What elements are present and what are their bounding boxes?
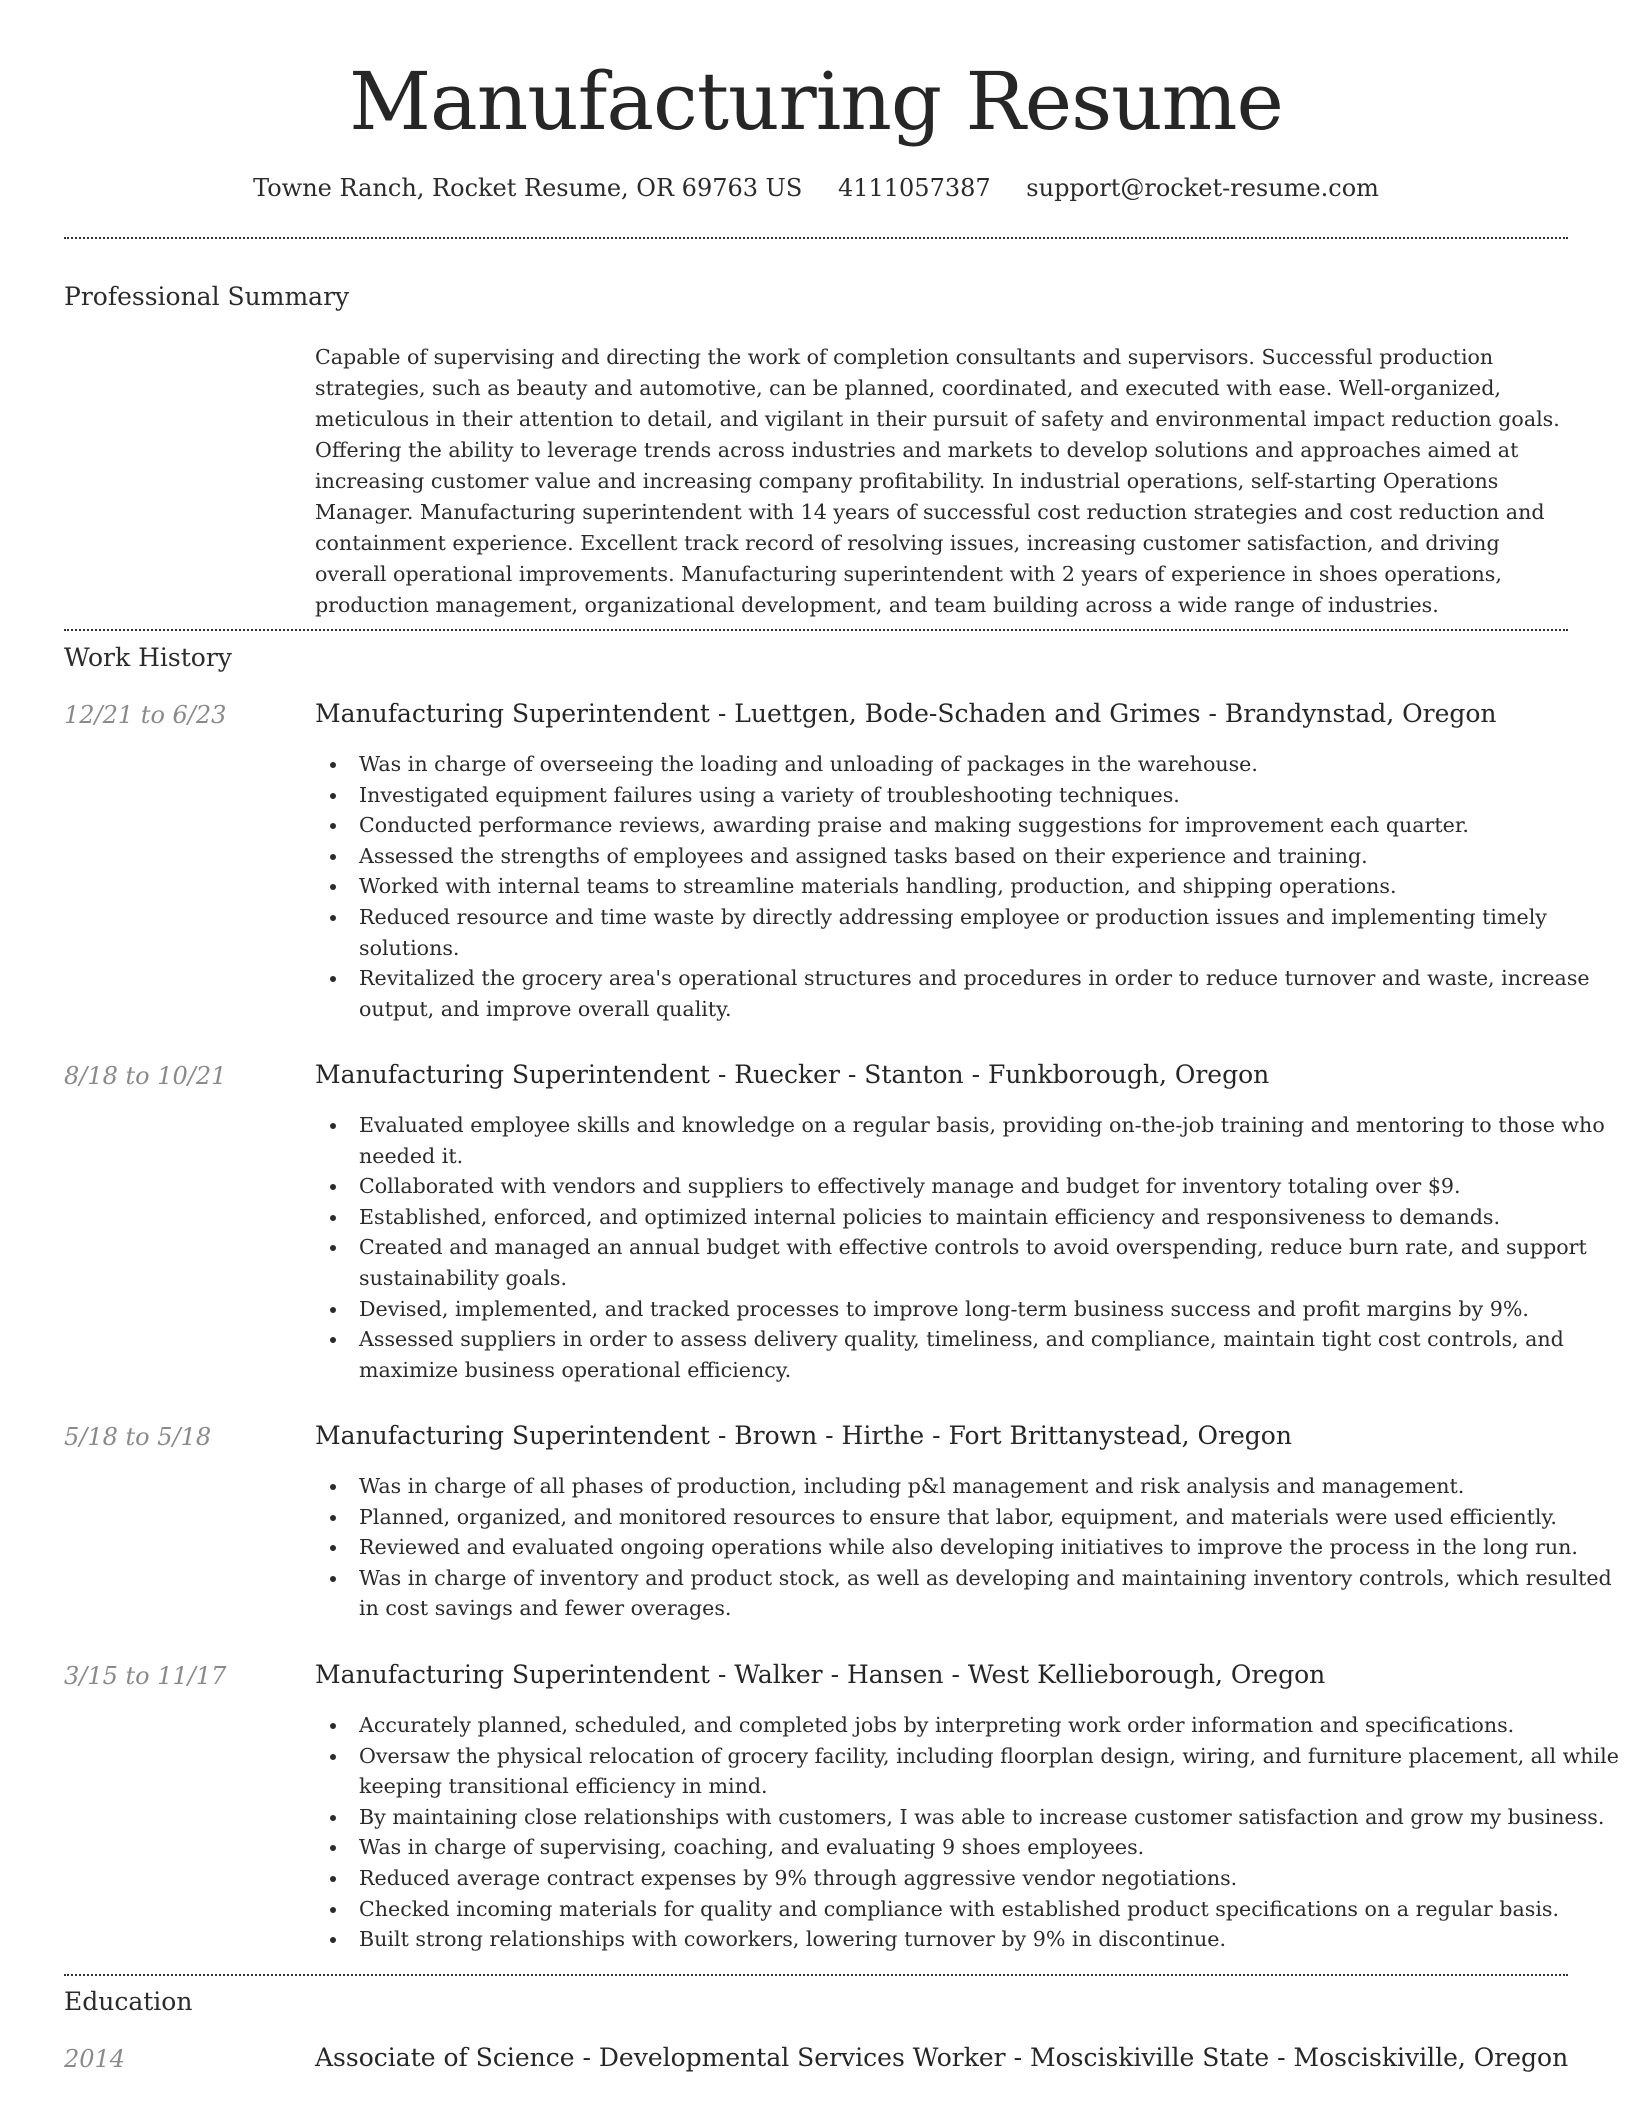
bullet-item: Assessed suppliers in order to assess delivery quality, timeliness, and compliance, maintain tight cost controls, and maximize business operational efficiency. [359, 1324, 1621, 1385]
section-divider [64, 1974, 1568, 1976]
bullet-item: Created and managed an annual budget with effective controls to avoid overspending, reduce burn rate, and support sustainability goals. [359, 1232, 1621, 1293]
job-title: Manufacturing Superintendent - Brown - Hirthe - Fort Brittanystead, Oregon [315, 1421, 1292, 1450]
bullet-item: Reduced average contract expenses by 9% through aggressive vendor negotiations. [359, 1863, 1621, 1894]
bullet-item: Was in charge of inventory and product stock, as well as developing and maintaining inventory controls, which resulted in cost savings and fewer overages. [359, 1563, 1621, 1624]
work-history-heading: Work History [64, 643, 232, 672]
section-divider [64, 237, 1568, 239]
job-bullets [315, 1471, 1621, 1624]
job-bullets [315, 1110, 1621, 1385]
bullet-item: Conducted performance reviews, awarding praise and making suggestions for improvement each quarter. [359, 810, 1621, 841]
summary-heading: Professional Summary [64, 282, 350, 311]
bullet-item: Was in charge of all phases of production, including p&l management and risk analysis and management. [359, 1471, 1621, 1502]
bullet-item: Devised, implemented, and tracked processes to improve long-term business success and profit margins by 9%. [359, 1294, 1621, 1325]
bullet-item: By maintaining close relationships with customers, I was able to increase customer satisfaction and grow my business. [359, 1802, 1621, 1833]
bullet-item: Collaborated with vendors and suppliers to effectively manage and budget for inventory totaling over $9. [359, 1171, 1621, 1202]
job-dates: 3/15 to 11/17 [64, 1662, 227, 1690]
job-title: Manufacturing Superintendent - Walker - Hansen - West Kellieborough, Oregon [315, 1660, 1326, 1689]
bullet-item: Worked with internal teams to streamline materials handling, production, and shipping operations. [359, 871, 1621, 902]
contact-line [0, 172, 1632, 204]
summary-text: Capable of supervising and directing the work of completion consultants and supervisors. Successful production strategies, such as beauty and automotive, can be planned, coordinated, and executed with ease. Well-organized, meticulous in their attention to detail, and vigilant in their pursuit of safety and environmental impact reduction goals. Offering the ability to leverage trends across industries and markets to develop solutions and approaches aimed at increasing customer value and increasing company profitability. In industrial operations, self-starting Operations Manager. Manufacturing superintendent with 14 years of successful cost reduction strategies and cost reduction and containment experience. Excellent track record of resolving issues, increasing customer satisfaction, and driving overall operational improvements. Manufacturing superintendent with 2 years of experience in shoes operations, production management, organizational development, and team building across a wide range of industries. [315, 345, 1560, 617]
job-dates: 12/21 to 6/23 [64, 701, 227, 729]
bullet-item: Investigated equipment failures using a variety of troubleshooting techniques. [359, 780, 1621, 811]
bullet-item: Evaluated employee skills and knowledge on a regular basis, providing on-the-job training and mentoring to those who needed it. [359, 1110, 1621, 1171]
bullet-item: Assessed the strengths of employees and assigned tasks based on their experience and training. [359, 841, 1621, 872]
education-year: 2014 [64, 2045, 126, 2073]
education-title: Associate of Science - Developmental Services Worker - Mosciskiville State - Mosciskiville, Oregon [315, 2043, 1569, 2072]
job-title: Manufacturing Superintendent - Ruecker - Stanton - Funkborough, Oregon [315, 1060, 1270, 1089]
bullet-item: Checked incoming materials for quality and compliance with established product specifications on a regular basis. [359, 1894, 1621, 1925]
bullet-item: Revitalized the grocery area's operational structures and procedures in order to reduce turnover and waste, increase output, and improve overall quality. [359, 963, 1621, 1024]
job-bullets [315, 749, 1621, 1024]
section-divider [64, 629, 1568, 631]
job-dates: 5/18 to 5/18 [64, 1423, 212, 1451]
bullet-item: Reviewed and evaluated ongoing operations while also developing initiatives to improve the process in the long run. [359, 1532, 1621, 1563]
bullet-item: Was in charge of overseeing the loading and unloading of packages in the warehouse. [359, 749, 1621, 780]
job-title: Manufacturing Superintendent - Luettgen, Bode-Schaden and Grimes - Brandynstad, Oregon [315, 699, 1497, 728]
bullet-item: Built strong relationships with coworkers, lowering turnover by 9% in discontinue. [359, 1924, 1621, 1955]
job-dates: 8/18 to 10/21 [64, 1062, 227, 1090]
bullet-item: Oversaw the physical relocation of grocery facility, including floorplan design, wiring, and furniture placement, all while keeping transitional efficiency in mind. [359, 1741, 1621, 1802]
education-heading: Education [64, 1987, 193, 2016]
resume-title: Manufacturing Resume [349, 55, 1283, 148]
contact-address: Towne Ranch, Rocket Resume, OR 69763 US [253, 174, 803, 202]
bullet-item: Was in charge of supervising, coaching, and evaluating 9 shoes employees. [359, 1832, 1621, 1863]
job-bullets [315, 1710, 1621, 1955]
bullet-item: Reduced resource and time waste by directly addressing employee or production issues and implementing timely solutions. [359, 902, 1621, 963]
contact-email: support@rocket-resume.com [1026, 174, 1379, 202]
contact-phone: 4111057387 [837, 174, 991, 202]
bullet-item: Established, enforced, and optimized internal policies to maintain efficiency and responsiveness to demands. [359, 1202, 1621, 1233]
bullet-item: Planned, organized, and monitored resources to ensure that labor, equipment, and materials were used efficiently. [359, 1502, 1621, 1533]
bullet-item: Accurately planned, scheduled, and completed jobs by interpreting work order information and specifications. [359, 1710, 1621, 1741]
